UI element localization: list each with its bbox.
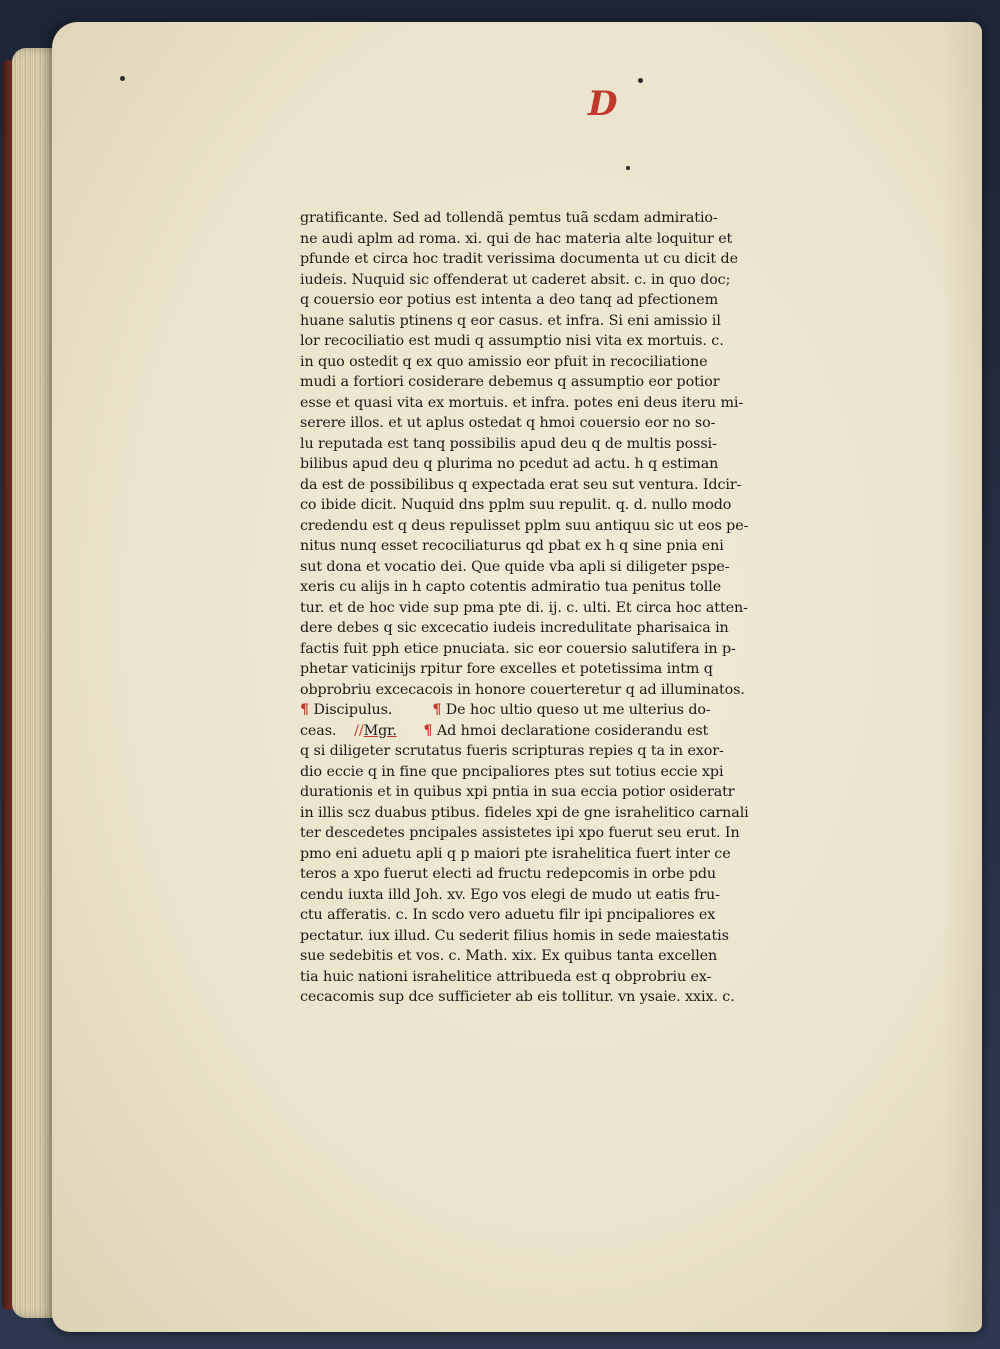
text-line: in illis scz duabus ptibus. fideles xpi de gne israhelitico carnali [300, 804, 749, 821]
dialogue-text: De hoc ultio queso ut me ulterius do- [445, 702, 711, 718]
page-gutter-shadow [942, 22, 982, 1332]
paragraph-mark: ¶ [423, 722, 433, 739]
text-line: ter descedetes pncipales assistetes ipi xpo fuerut seu erut. In [300, 825, 740, 841]
text-line: credendu est q deus repulisset pplm suu antiquu sic ut eos pe- [300, 517, 749, 534]
text-line: lor recociliatio est mudi q assumptio nisi vita ex mortuis. c. [300, 333, 724, 349]
text-line: esse et quasi vita ex mortuis. et infra. potes eni deus iteru mi- [300, 394, 744, 411]
dialogue-text: ceas. [300, 722, 337, 739]
dialogue-line-magister [300, 721, 820, 742]
ink-dot-left [120, 76, 125, 81]
text-lines-before [300, 208, 820, 700]
paragraph-mark: ¶ [300, 702, 309, 718]
paragraph-mark: ¶ [432, 702, 442, 718]
text-line: da est de possibilibus q expectada erat seu sut ventura. Idcir- [300, 476, 742, 493]
dialogue-text: Ad hmoi declaratione cosiderandu est [436, 722, 709, 739]
text-line: dio eccie q in fine que pncipaliores ptes sut totius eccie xpi [300, 763, 724, 780]
rubric-mark: // [354, 722, 364, 739]
text-line: ctu afferatis. c. In scdo vero aduetu filr ipi pncipaliores ex [300, 907, 716, 923]
text-line: sut dona et vocatio dei. Que quide vba apli si diligeter pspe- [300, 558, 730, 575]
text-line: ne audi aplm ad roma. xi. qui de hac materia alte loquitur et [300, 230, 733, 247]
text-line: durationis et in quibus xpi pntia in sua eccia potior osideratr [300, 784, 735, 800]
ink-dot-right [638, 78, 643, 83]
text-line: in quo ostedit q ex quo amissio eor pfuit in recociliatione [300, 353, 708, 370]
folio-letter: D [588, 84, 618, 124]
text-line: lu reputada est tanq possibilis apud deu q de multis possi- [300, 435, 717, 452]
text-line: phetar vaticinijs rpitur fore excelles et potetissima intm q [300, 661, 713, 677]
text-line: q couersio eor potius est intenta a deo tanq ad pfectionem [300, 292, 719, 308]
text-line: factis fuit pph etice pnuciata. sic eor couersio salutifera in p- [300, 640, 736, 657]
text-line: serere illos. et ut aplus ostedat q hmoi couersio eor no so- [300, 415, 716, 431]
text-line: co ibide dicit. Nuquid dns pplm suu repulit. q. d. nullo modo [300, 497, 732, 513]
text-line: tur. et de hoc vide sup pma pte di. ij. c. ulti. Et circa hoc atten- [300, 599, 748, 616]
speaker-magister: Mgr. [363, 722, 397, 739]
text-line: nitus nunq esset recociliaturus qd pbat ex h q sine pnia eni [300, 538, 724, 554]
dialogue-line-discipulus [300, 700, 820, 721]
text-line: huane salutis ptinens q eor casus. et infra. Si eni amissio il [300, 312, 721, 329]
text-line: gratificante. Sed ad tollendã pemtus tuã scdam admiratio- [300, 210, 718, 226]
text-line: pmo eni aduetu apli q p maiori pte israhelitica fuert inter ce [300, 845, 731, 862]
text-line: obprobriu excecacois in honore couerteretur q ad illuminatos. [300, 681, 745, 698]
text-line: pfunde et circa hoc tradit verissima documenta ut cu dicit de [300, 251, 738, 267]
text-line: bilibus apud deu q plurima no pcedut ad actu. h q estiman [300, 456, 719, 472]
text-line: iudeis. Nuquid sic offenderat ut caderet absit. c. in quo doc; [300, 271, 731, 288]
text-line: sue sedebitis et vos. c. Math. xix. Ex quibus tanta excellen [300, 948, 718, 964]
text-line: teros a xpo fuerut electi ad fructu redepcomis in orbe pdu [300, 866, 717, 882]
speaker-discipulus: Discipulus. [313, 702, 393, 718]
ink-dot-center [626, 166, 630, 170]
text-line: dere debes q sic excecatio iudeis incredulitate pharisaica in [300, 620, 729, 636]
text-line: q si diligeter scrutatus fueris scripturas repies q ta in exor- [300, 743, 724, 759]
text-line: tia huic nationi israhelitice attribueda est q obprobriu ex- [300, 968, 712, 985]
text-line: xeris cu alijs in h capto cotentis admiratio tua penitus tolle [300, 579, 722, 595]
text-line: pectatur. iux illud. Cu sederit filius homis in sede maiestatis [300, 927, 729, 944]
text-line: cendu iuxta illd Joh. xv. Ego vos elegi de mudo ut eatis fru- [300, 886, 720, 903]
text-line: mudi a fortiori cosiderare debemus q assumptio eor potior [300, 374, 720, 390]
text-block [300, 208, 820, 1008]
text-line: cecacomis sup dce sufficieter ab eis tollitur. vn ysaie. xxix. c. [300, 989, 735, 1005]
text-lines-after [300, 741, 820, 1008]
